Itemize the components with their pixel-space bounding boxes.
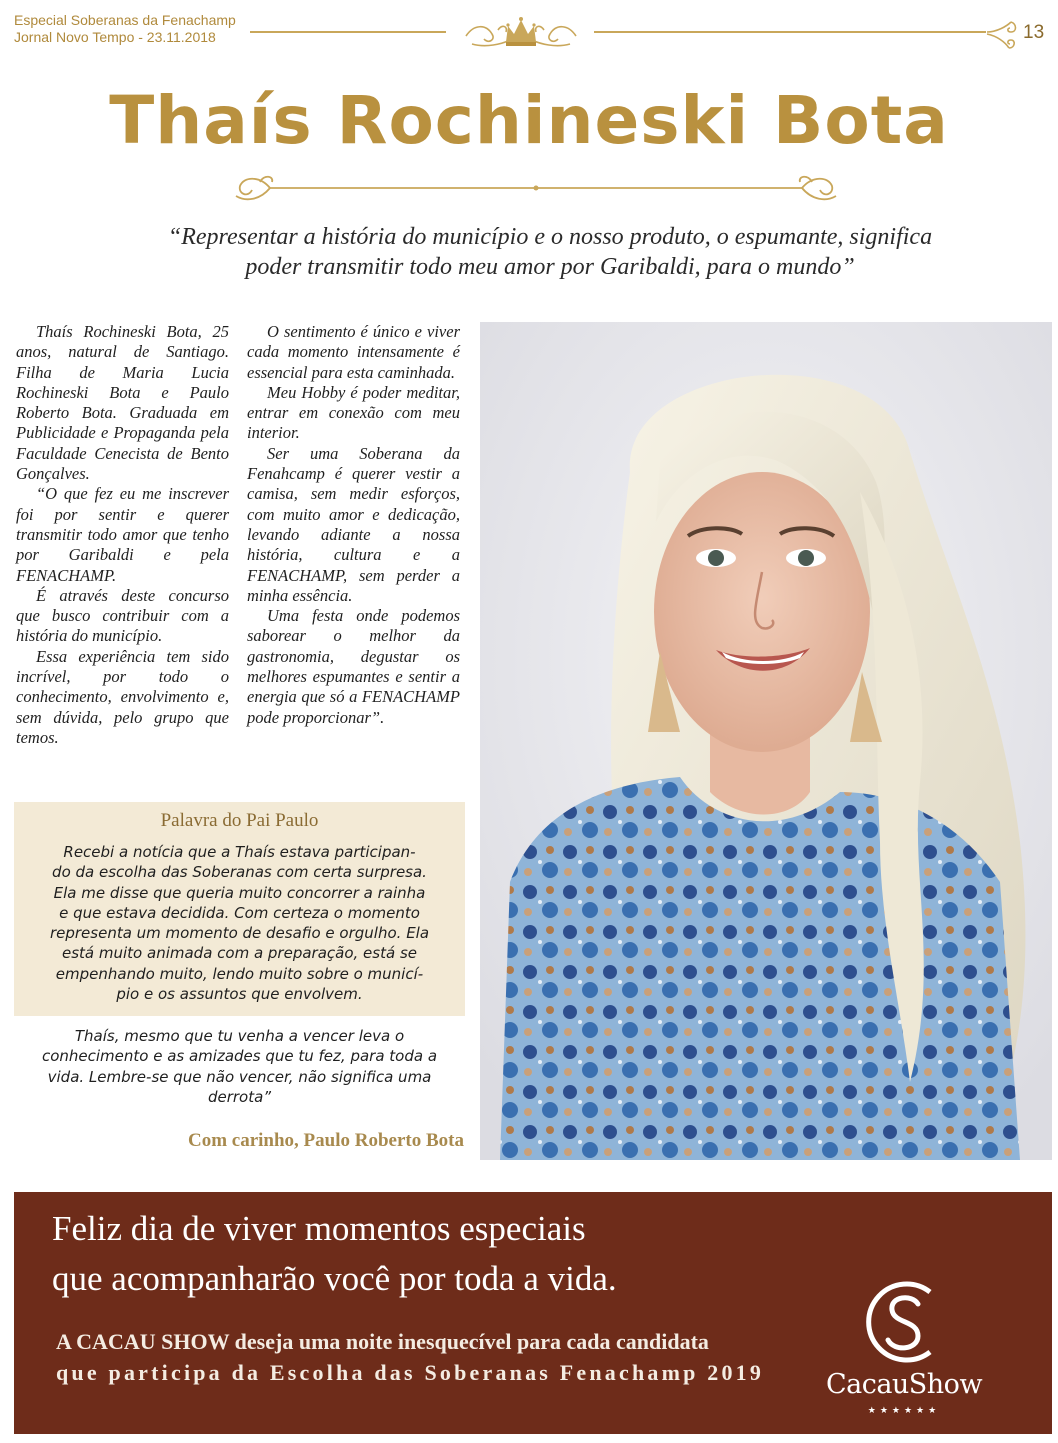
pull-quote-line-2: poder transmitir todo meu amor por Garibaldi, para o mundo” — [245, 254, 855, 280]
father-message-line: derrota” — [207, 1087, 272, 1106]
ad-body — [56, 1326, 764, 1388]
father-word-title: Palavra do Pai Paulo — [160, 810, 319, 831]
father-word-line: do da escolha das Soberanas com certa surpresa. — [52, 863, 427, 882]
logo-stars: ★★★★★★ — [867, 1406, 941, 1416]
father-message — [14, 1026, 465, 1107]
father-word-line: está muito animada com a preparação, está se — [62, 944, 417, 963]
father-word-box — [14, 802, 465, 1016]
crown-ornament-icon — [462, 14, 580, 52]
father-message-line: conhecimento e as amizades que tu fez, para toda a — [41, 1047, 438, 1066]
paragraph: O sentimento é único e viver cada momento intensamente é essencial para esta caminhada. — [247, 322, 460, 382]
ad-body-line-2: que participa da Escolha das Soberanas Fenachamp 2019 — [56, 1360, 765, 1385]
father-word-text — [32, 842, 447, 1004]
header-rule-right — [594, 31, 986, 33]
article-column-1 — [16, 322, 229, 748]
pull-quote — [110, 222, 990, 282]
father-word-line: Ela me disse que queria muito concorrer a rainha — [53, 883, 426, 902]
father-message-line: vida. Lembre-se que não vencer, não significa uma — [47, 1067, 432, 1086]
paragraph: É através deste concurso que busco contribuir com a história do município. — [16, 585, 229, 646]
cacau-show-logo-icon — [864, 1274, 944, 1370]
header-section: Especial Soberanas da Fenachamp — [14, 12, 236, 28]
father-word-line: e que estava decidida. Com certeza o momento — [59, 903, 420, 922]
father-signature: Com carinho, Paulo Roberto Bota — [187, 1130, 464, 1151]
paragraph: Meu Hobby é poder meditar, entrar em conexão com meu interior. — [247, 382, 460, 443]
header-rule-left — [250, 31, 446, 33]
cacau-show-logo — [824, 1274, 984, 1424]
scroll-ornament-icon — [985, 20, 1019, 50]
paragraph: “O que fez eu me inscrever foi por sentir e querer transmitir todo amor que tenho por Garibaldi e pela FENACHAMP. — [16, 484, 229, 585]
father-word-line: pio e os assuntos que envolvem. — [116, 985, 363, 1004]
article-column-2 — [247, 322, 460, 728]
ad-headline-line-1: Feliz dia de viver momentos especiais — [52, 1209, 586, 1248]
title-divider-ornament-icon — [230, 170, 842, 206]
father-word-line: representa um momento de desafio e orgulho. Ela — [49, 924, 430, 943]
ad-headline-line-2: que acompanharão você por toda a vida. — [52, 1259, 617, 1298]
paragraph: Essa experiência tem sido incrível, por todo o conhecimento, envolvimento e, sem dúvida, pelo grupo que temos. — [16, 646, 229, 747]
header-meta — [14, 12, 236, 46]
logo-wordmark: CacauShow — [825, 1369, 983, 1400]
father-word-line: empenhando muito, lendo muito sobre o municí- — [55, 964, 424, 983]
page-number: 13 — [1023, 22, 1045, 43]
article-title: Thaís Rochineski Bota — [109, 82, 949, 159]
ad-body-line-1: A CACAU SHOW deseja uma noite inesquecível para cada candidata — [56, 1329, 709, 1354]
portrait-photo — [480, 322, 1052, 1160]
paragraph: Uma festa onde podemos saborear o melhor da gastronomia, degustar os melhores espumantes e sentir a energia que só a FENACHAMP pode proporcionar”. — [247, 606, 460, 727]
father-message-line: Thaís, mesmo que tu venha a vencer leva o — [74, 1027, 405, 1045]
ad-headline — [52, 1204, 617, 1304]
father-word-line: Recebi a notícia que a Thaís estava participan- — [63, 843, 416, 861]
header-publication: Jornal Novo Tempo - 23.11.2018 — [14, 29, 216, 45]
cacau-show-advertisement — [14, 1192, 1052, 1434]
paragraph: Ser uma Soberana da Fenahcamp é querer vestir a camisa, sem medir esforços, com muito amor e dedicação, levando adiante a nossa história, cultura e a FENACHAMP, sem perder a minha essência. — [247, 443, 460, 605]
paragraph: Thaís Rochineski Bota, 25 anos, natural de Santiago. Filha de Maria Lucia Rochineski Bota e Paulo Roberto Bota. Graduada em Publicidade e Propaganda pela Faculdade Cenecista de Bento Gonçalves. — [16, 322, 229, 484]
pull-quote-line-1: “Representar a história do município e o nosso produto, o espumante, significa — [167, 224, 933, 250]
